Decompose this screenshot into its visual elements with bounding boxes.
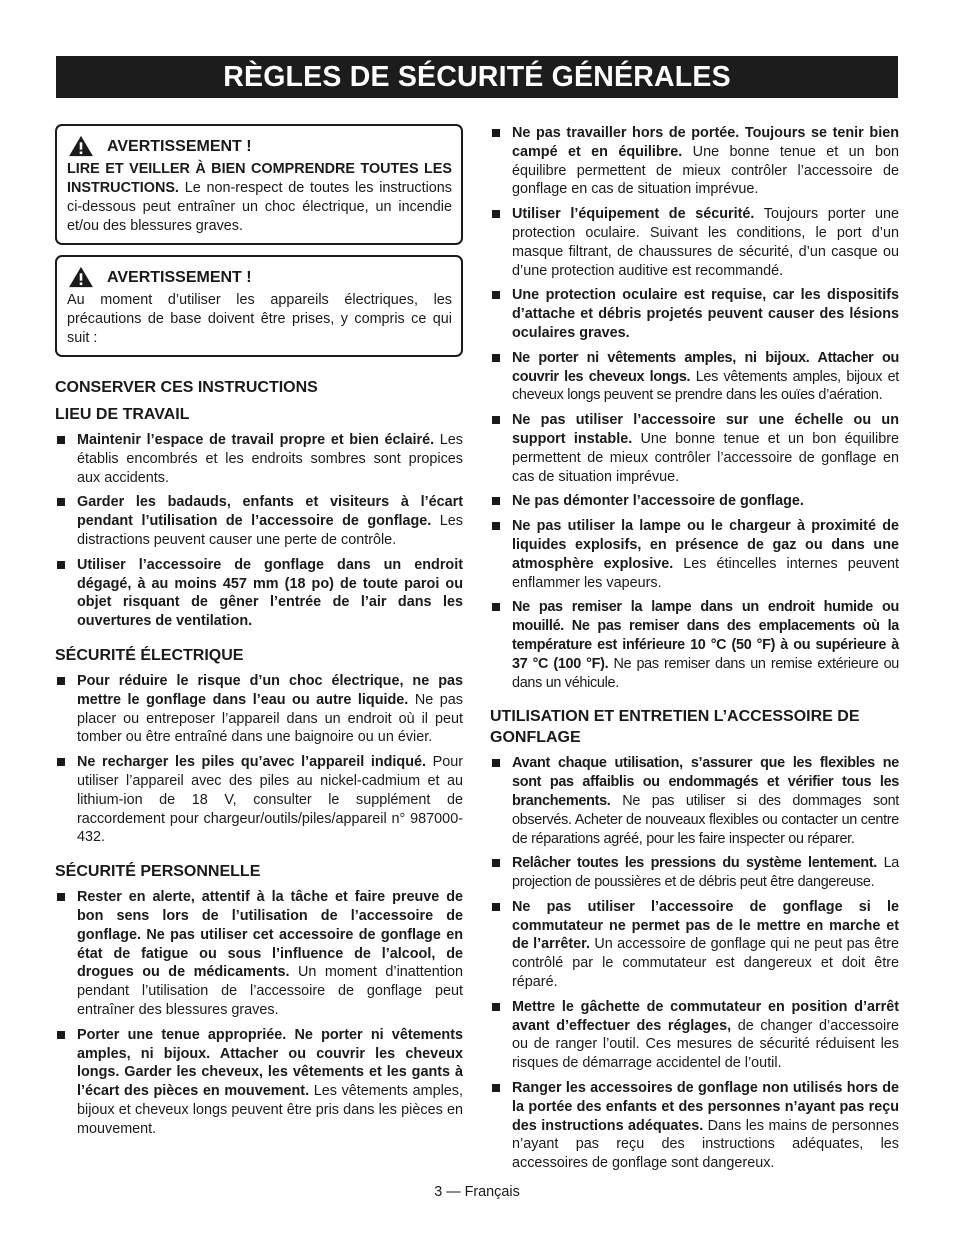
list-item <box>55 888 463 1020</box>
section-heading-electrique: SÉCURITÉ ÉLECTRIQUE <box>55 646 244 664</box>
list-electrique <box>55 672 463 847</box>
bullet-icon <box>492 759 500 767</box>
page-footer: 3 — Français <box>434 1184 520 1200</box>
item-text: Pour utiliser l’appareil avec des piles au nickel-cadmium et au lithium-ion de 18 V, consulter le supplément de raccordement pour chargeur/outils/piles/appareil n° 987000-432. <box>77 754 463 846</box>
bullet-icon <box>492 354 500 362</box>
item-bold: Utiliser l’équipement de sécurité. <box>512 206 755 223</box>
list-item <box>490 492 899 511</box>
list-item <box>55 753 463 847</box>
section-heading-utilisation: UTILISATION ET ENTRETIEN L’ACCESSOIRE DE GONFLAGE <box>490 708 860 747</box>
bullet-icon <box>57 893 65 901</box>
warning-triangle-icon <box>67 135 95 157</box>
list-item <box>490 517 899 592</box>
list-item <box>490 854 899 892</box>
list-item <box>55 493 463 549</box>
list-item <box>490 998 899 1073</box>
section-heading-conserver: CONSERVER CES INSTRUCTIONS <box>55 379 318 396</box>
list-item <box>490 286 899 342</box>
item-text: Ne pas placer ou entreposer l’appareil dans un endroit où il peut tomber ou être entraîné dans une baignoire ou un évier. <box>77 691 463 746</box>
warning-header <box>67 266 452 288</box>
warning-text <box>67 160 452 236</box>
item-bold: Garder les badauds, enfants et visiteurs à l’écart pendant l’utilisation de l’accessoire de gonflage. <box>77 494 463 530</box>
item-bold: Ne pas utiliser l’accessoire de gonflage si le commutateur ne permet pas de le mettre en marche et de l’arrêter. <box>512 898 899 953</box>
warning-title: AVERTISSEMENT ! <box>107 268 252 286</box>
warning-box-1 <box>55 124 463 245</box>
bullet-icon <box>57 561 65 569</box>
list-item <box>490 349 899 405</box>
warning-bold-text: LIRE ET VEILLER À BIEN COMPRENDRE TOUTES LES INSTRUCTIONS. <box>67 161 452 196</box>
bullet-icon <box>492 859 500 867</box>
item-bold: Ne recharger les piles qu’avec l’appareil indiqué. <box>77 754 427 771</box>
section-heading-personnelle: SÉCURITÉ PERSONNELLE <box>55 863 261 881</box>
item-bold: Porter une tenue appropriée. Ne porter ni vêtements amples, ni bijoux. Attacher ou couvrir les cheveux longs. Garder les cheveux, les vêtements et les gants à l’écart des pièces en mouvement. <box>77 1026 463 1100</box>
warning-text: Au moment d’utiliser les appareils électriques, les précautions de base doivent être prises, y compris ce qui suit : <box>67 292 452 346</box>
list-lieu <box>55 431 463 631</box>
bullet-icon <box>492 903 500 911</box>
item-bold: Ne pas utiliser la lampe ou le chargeur à proximité de liquides explosifs, en présence de gaz ou dans une atmosphère explosive. <box>512 518 899 572</box>
bullet-icon <box>57 498 65 506</box>
item-bold: Utiliser l’accessoire de gonflage dans un endroit dégagé, à au moins 457 mm (18 po) de toute paroi ou objet risquant de gêner l’entrée de l’air dans les ouvertures de ventilation. <box>77 556 463 630</box>
bullet-icon <box>492 291 500 299</box>
list-item <box>55 556 463 631</box>
item-text: Dans les mains de personnes n’ayant pas reçu des instructions adéquates, les accessoires de gonflage sont dangereux. <box>512 1117 900 1172</box>
list-item <box>490 754 899 848</box>
list-item <box>490 1079 899 1173</box>
warning-header <box>67 135 452 157</box>
warning-box-2 <box>55 255 463 357</box>
item-bold: Mettre le gâchette de commutateur en position d’arrêt avant d’effectuer des réglages, <box>512 998 899 1034</box>
item-text: Une bonne tenue et un bon équilibre permettent de mieux contrôler l’accessoire de gonflage en cas de situation imprévue. <box>512 143 900 198</box>
section-heading-lieu: LIEU DE TRAVAIL <box>55 406 190 423</box>
warning-triangle-icon <box>67 266 95 288</box>
item-text: Les étincelles internes peuvent enflammer les vapeurs. <box>512 555 899 591</box>
list-item <box>490 124 899 199</box>
item-text: Les distractions peuvent causer une perte de contrôle. <box>77 513 464 548</box>
item-text: Une bonne tenue et un bon équilibre permettent de mieux contrôler l’accessoire de gonflage en cas de situation imprévue. <box>512 430 899 485</box>
list-item <box>490 598 899 692</box>
item-bold: Ne porter ni vêtements amples, ni bijoux. Attacher ou couvrir les cheveux longs. <box>512 349 899 385</box>
bullet-icon <box>492 603 500 611</box>
bullet-icon <box>492 522 500 530</box>
list-item <box>55 431 463 487</box>
item-text: Les établis encombrés et les endroits sombres sont propices aux accidents. <box>77 432 464 486</box>
item-text: Un moment d’inattention pendant l’utilisation de l’accessoire de gonflage peut entraîner des blessures graves. <box>77 964 463 1018</box>
list-item <box>55 672 463 747</box>
item-text: de changer d’accessoire ou de ranger l’outil. Ces mesures de sécurité réduisent les risques de démarrage accidentel de l’outil. <box>512 1017 899 1072</box>
list-item <box>490 898 899 992</box>
bullet-icon <box>492 210 500 218</box>
item-text: Un accessoire de gonflage qui ne peut pas être contrôlé par le commutateur est dangereux et doit être réparé. <box>512 936 899 991</box>
left-column <box>55 124 463 1145</box>
warning-title: AVERTISSEMENT ! <box>107 137 252 155</box>
page-title: RÈGLES DE SÉCURITÉ GÉNÉRALES <box>56 56 898 98</box>
list-item <box>490 205 899 280</box>
bullet-icon <box>57 1031 65 1039</box>
bullet-icon <box>492 497 500 505</box>
item-bold: Relâcher toutes les pressions du système lentement. <box>512 855 878 872</box>
right-column <box>490 124 899 1179</box>
item-bold: Ne pas utiliser l’accessoire sur une échelle ou un support instable. <box>512 412 899 447</box>
item-bold: Ranger les accessoires de gonflage non utilisés hors de la portée des enfants et des personnes n’ayant pas reçu des instructions adéquates. <box>512 1080 899 1134</box>
item-bold: Ne pas démonter l’accessoire de gonflage. <box>512 493 804 510</box>
item-bold: Avant chaque utilisation, s’assurer que les flexibles ne sont pas affaiblis ou endommagés et vérifier tous les branchements. <box>512 755 899 809</box>
list-utilisation <box>490 754 899 1173</box>
item-bold: Rester en alerte, attentif à la tâche et faire preuve de bon sens lors de l’utilisation de l’accessoire de gonflage. Ne pas utiliser cet accessoire de gonflage en état de fatigue ou sous l’influence de l’alcool, de drogues ou de médicaments. <box>77 889 463 981</box>
item-text: Les vêtements amples, bijoux et cheveux longs peuvent être pris dans les pièces en mouvement. <box>77 1083 463 1137</box>
bullet-icon <box>492 129 500 137</box>
item-text: Les vêtements amples, bijoux et cheveux longs peuvent se prendre dans les ouïes d’aération. <box>512 368 899 404</box>
bullet-icon <box>492 1084 500 1092</box>
list-item <box>490 411 899 486</box>
item-text: La projection de poussières et de débris peut être dangereuse. <box>512 855 899 891</box>
bullet-icon <box>57 677 65 685</box>
list-item <box>55 1026 463 1139</box>
item-bold: Ne pas travailler hors de portée. Toujours se tenir bien campé et en équilibre. <box>512 125 899 160</box>
item-text: Ne pas remiser dans un remise extérieure ou dans un véhicule. <box>512 655 899 691</box>
list-personnelle <box>55 888 463 1138</box>
bullet-icon <box>492 1003 500 1011</box>
list-personnelle-continued <box>490 124 899 692</box>
item-bold: Maintenir l’espace de travail propre et bien éclairé. <box>77 432 435 448</box>
item-text: Ne pas utiliser si des dommages sont observés. Acheter de nouveaux flexibles ou contacter un centre de réparations agréé, pour les faire inspecter ou réparer. <box>512 792 899 847</box>
bullet-icon <box>492 416 500 424</box>
warning-body-text: Le non-respect de toutes les instructions ci-dessous peut entraîner un choc électrique, un incendie et/ou des blessures graves. <box>67 180 452 234</box>
item-bold: Une protection oculaire est requise, car les dispositifs d’attache et débris projetés peuvent causer des lésions oculaires graves. <box>512 287 899 341</box>
item-bold: Pour réduire le risque d’un choc électrique, ne pas mettre le gonflage dans l’eau ou autre liquide. <box>77 672 463 708</box>
bullet-icon <box>57 758 65 766</box>
item-bold: Ne pas remiser la lampe dans un endroit humide ou mouillé. Ne pas remiser dans des emplacements où la température est inférieure 10 °C (50 °F) à ou supérieure à 37 °C (100 °F). <box>512 599 899 672</box>
bullet-icon <box>57 436 65 444</box>
item-text: Toujours porter une protection oculaire. Suivant les conditions, le port d’un masque filtrant, de chaussures de sécurité, d’un casque ou d’une protection auditive est recommandé. <box>512 206 899 279</box>
